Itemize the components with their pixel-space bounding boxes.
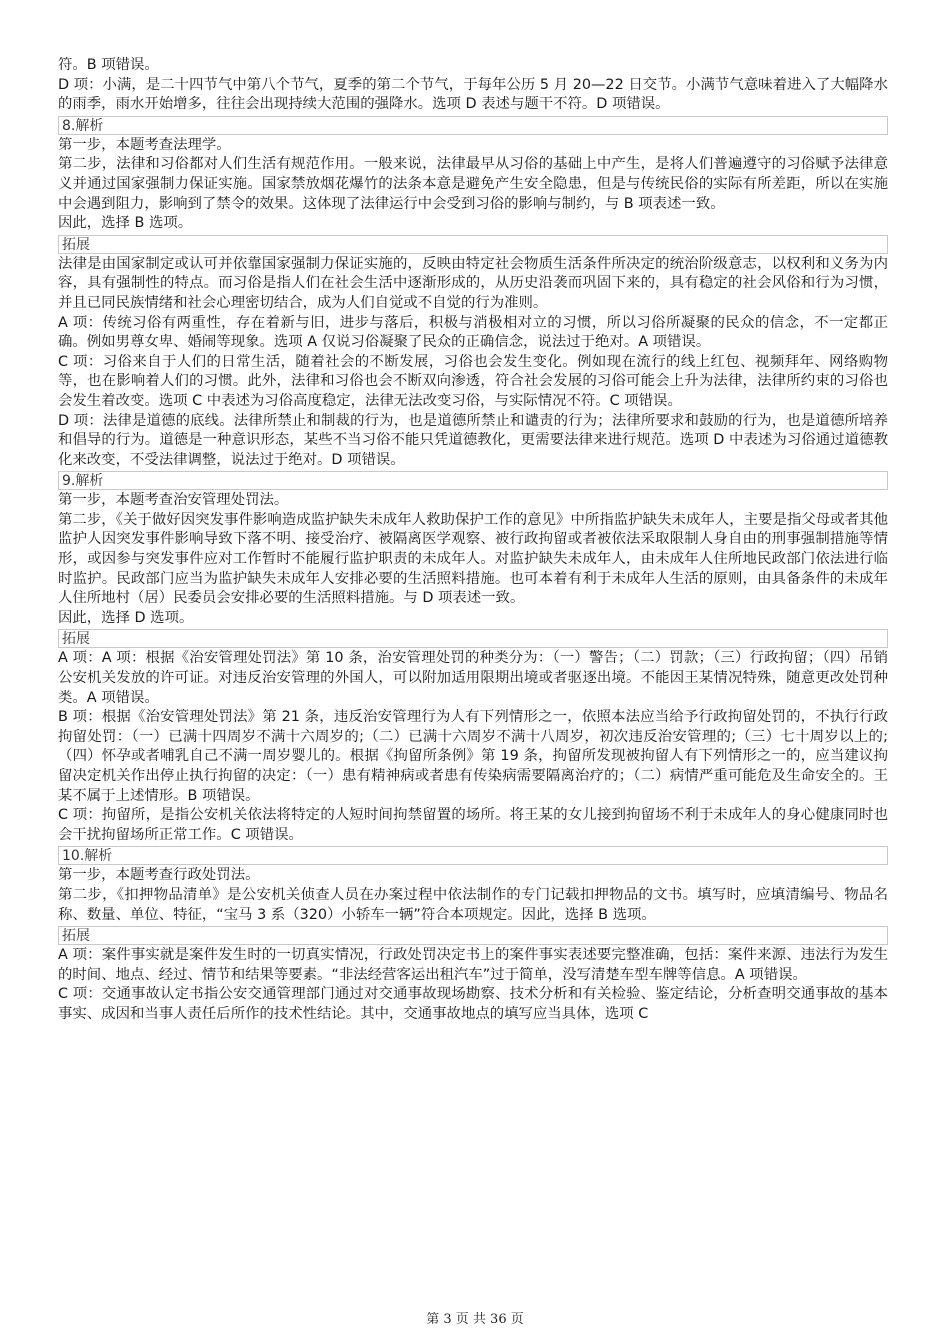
paragraph: 法律是由国家制定或认可并依靠国家强制力保证实施的，反映由特定社会物质生活条件所决定的统治阶级意志，以权利和义务为内容，具有强制性的特点。而习俗是指人们在社会生活中逐渐形成的，从历史沿袭而巩固下来的，具有稳定的社会风俗和行为习惯，并且已同民族情绪和社会心理密切结合，成为人们自觉或不自觉的行为准则。 — [58, 255, 888, 311]
paragraph: 第二步，《扣押物品清单》是公安机关侦查人员在办案过程中依法制作的专门记载扣押物品的文书。填写时，应填清编号、物品名称、数量、单位、特征，“宝马 3 系（320）小轿车一辆”符合本项规定。因此，选择 B 选项。 — [58, 886, 888, 923]
paragraph: 第一步，本题考查法理学。 — [58, 136, 231, 153]
document-page — [58, 56, 888, 1025]
paragraph: 第一步，本题考查治安管理处罚法。 — [58, 492, 289, 509]
paragraph: 第一步，本题考查行政处罚法。 — [58, 867, 260, 884]
paragraph: C 项：拘留所，是指公安机关依法将特定的人短时间拘禁留置的场所。将王某的女儿接到拘留场不利于未成年人的身心健康同时也会干扰拘留场所正常工作。C 项错误。 — [58, 807, 888, 843]
paragraph: 第二步，法律和习俗都对人们生活有规范作用。一般来说，法律最早从习俗的基础上中产生，是将人们普遍遵守的习俗赋予法律意义并通过国家强制力保证实施。国家禁放烟花爆竹的法条本意是避免产生安全隐患，但是与传统民俗的实际有所差距，所以在实施中会遇到阻力，影响到了禁令的效果。这体现了法律运行中会受到习俗的影响与制约，与 B 项表述一致。 — [58, 156, 888, 212]
paragraph: A 项：案件事实就是案件发生时的一切真实情况，行政处罚决定书上的案件事实表述要完整准确，包括：案件来源、违法行为发生的时间、地点、经过、情节和结果等要素。“非法经营客运出租汽车”过于简单，没写清楚车型车牌等信息。A 项错误。 — [58, 947, 888, 983]
section-heading: 拓展 — [58, 235, 888, 254]
paragraph: 第二步，《关于做好因突发事件影响造成监护缺失未成年人救助保护工作的意见》中所指监护缺失未成年人，主要是指父母或者其他监护人因突发事件影响导致下落不明、接受治疗、被隔离医学观察、被行政拘留或者被依法采取限制人身自由的刑事强制措施等情形，或因参与突发事件应对工作暂时不能履行监护职责的未成年人。对监护缺失未成年人，由未成年人住所地民政部门依法进行临时监护。民政部门应当为监护缺失未成年人安排必要的生活照料措施。也可本着有利于未成年人生活的原则，由具备条件的未成年人住所地村（居）民委员会安排必要的生活照料措施。与 D 项表述一致。 — [58, 511, 888, 607]
paragraph: D 项：法律是道德的底线。法律所禁止和制裁的行为，也是道德所禁止和谴责的行为；法律所要求和鼓励的行为，也是道德所培养和倡导的行为。道德是一种意识形态，某些不当习俗不能只凭道德教化，更需要法律来进行规范。选项 D 中表述为习俗通过道德教化来改变，不受法律调整，说法过于绝对。D 项错误。 — [58, 412, 888, 468]
paragraph: D 项：小满，是二十四节气中第八个节气，夏季的第二个节气，于每年公历 5 月 20—22 日交节。小满节气意味着进入了大幅降水的雨季，雨水开始增多，往往会出现持续大范围的强降水。选项 D 表述与题干不符。D 项错误。 — [58, 76, 888, 113]
paragraph: C 项：习俗来自于人们的日常生活，随着社会的不断发展，习俗也会发生变化。例如现在流行的线上红包、视频拜年、网络购物等，也在影响着人们的习惯。此外，法律和习俗也会不断双向渗透，符合社会发展的习俗可能会上升为法律，法律所约束的习俗也会发生着改变。选项 C 中表述为习俗高度稳定，法律无法改变习俗，与实际情况不符。C 项错误。 — [58, 353, 888, 409]
section-heading: 10.解析 — [58, 846, 888, 865]
paragraph: C 项：交通事故认定书指公安交通管理部门通过对交通事故现场勘察、技术分析和有关检验、鉴定结论，分析查明交通事故的基本事实、成因和当事人责任后所作的技术性结论。其中，交通事故地点的填写应当具体，选项 C — [58, 986, 888, 1022]
paragraph: 因此，选择 B 选项。 — [58, 215, 193, 232]
section-heading: 8.解析 — [58, 116, 888, 135]
paragraph: B 项：根据《治安管理处罚法》第 21 条，违反治安管理行为人有下列情形之一，依照本法应当给予行政拘留处罚的，不执行行政拘留处罚：（一）已满十四周岁不满十六周岁的;（二）已满十六周岁不满十八周岁，初次违反治安管理的;（三）七十周岁以上的;（四）怀孕或者哺乳自己不满一周岁婴儿的。根据《拘留所条例》第 19 条，拘留所发现被拘留人有下列情形之一的，应当建议拘留决定机关作出停止执行拘留的决定：（一）患有精神病或者患有传染病需要隔离治疗的；（二）病情严重可能危及生命安全的。王某不属于上述情形。B 项错误。 — [58, 709, 888, 804]
section-heading: 拓展 — [58, 926, 888, 945]
section-heading: 拓展 — [58, 629, 888, 648]
paragraph: 因此，选择 D 选项。 — [58, 609, 194, 626]
page-footer: 第 3 页 共 36 页 — [426, 1312, 524, 1327]
paragraph: A 项：A 项：根据《治安管理处罚法》第 10 条，治安管理处罚的种类分为：（一）警告；（二）罚款；（三）行政拘留；（四）吊销公安机关发放的许可证。对违反治安管理的外国人，可以附加适用限期出境或者驱逐出境。不能因王某情况特殊，随意更改处罚种类。A 项错误。 — [58, 650, 888, 706]
section-heading: 9.解析 — [58, 471, 888, 490]
paragraph: A 项：传统习俗有两重性，存在着新与旧，进步与落后，积极与消极相对立的习惯，所以习俗所凝聚的民众的信念，不一定都正确。例如男尊女卑、婚闹等现象。选项 A 仅说习俗凝聚了民众的正确信念，说法过于绝对。A 项错误。 — [58, 314, 888, 351]
paragraph: 符。B 项错误。 — [58, 57, 159, 73]
